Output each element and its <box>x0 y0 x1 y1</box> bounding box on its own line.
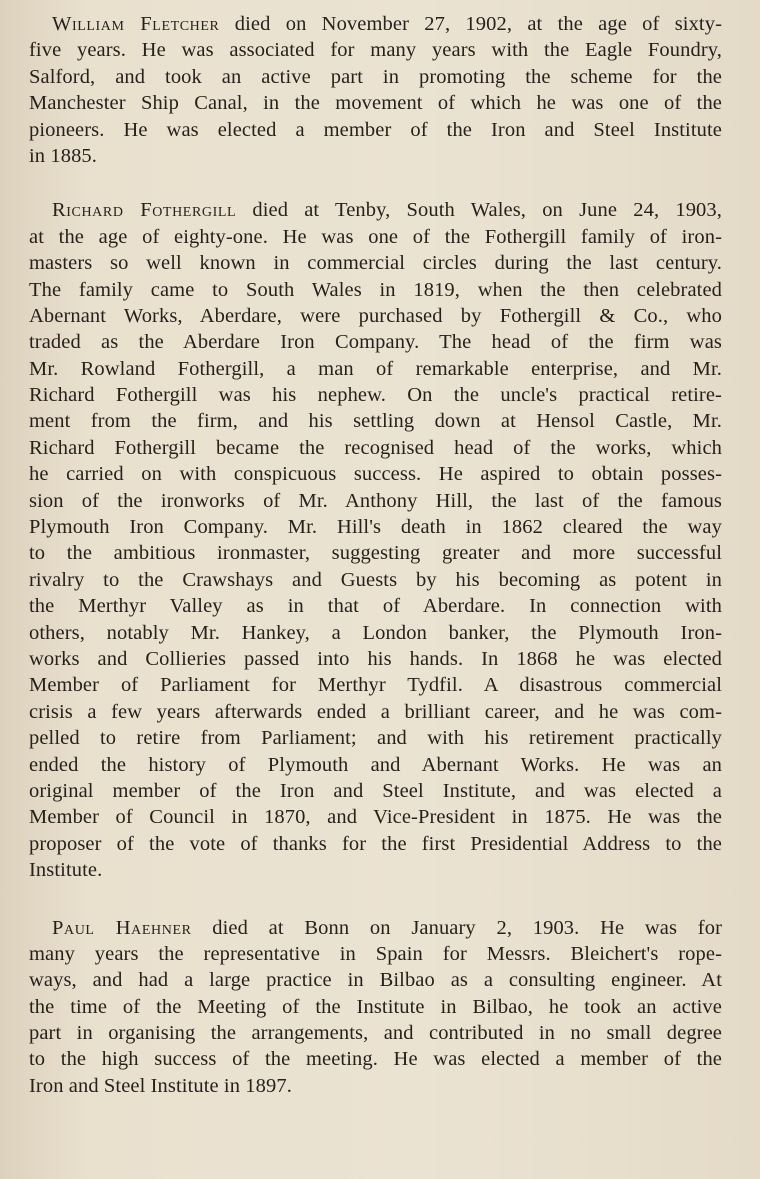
text-line: many years the representative in Spain for Messrs. Bleichert's rope- <box>29 942 722 965</box>
text-line: crisis a few years afterwards ended a brilliant career, and he was com- <box>29 700 722 723</box>
text-line: masters so well known in commercial circles during the last century. <box>29 252 722 275</box>
text-line: he carried on with conspicuous success. He aspired to obtain posses- <box>29 463 722 486</box>
text-line: part in organising the arrangements, and contributed in no small degree <box>29 1022 722 1045</box>
text-line: Richard Fothergill was his nephew. On the uncle's practical retire- <box>29 384 722 407</box>
text-line: the Merthyr Valley as in that of Aberdare. In connection with <box>29 595 722 618</box>
text-line: to the high success of the meeting. He was elected a member of the <box>29 1048 722 1071</box>
text-line: five years. He was associated for many years with the Eagle Foundry, <box>29 39 722 62</box>
text-line: traded as the Aberdare Iron Company. The head of the firm was <box>29 331 722 354</box>
text-line: Member of Council in 1870, and Vice-President in 1875. He was the <box>29 806 722 829</box>
text-line: Salford, and took an active part in promoting the scheme for the <box>29 65 722 88</box>
text-line: works and Collieries passed into his hands. In 1868 he was elected <box>29 647 722 670</box>
person-name: William Fletcher <box>52 13 220 35</box>
text-line: sion of the ironworks of Mr. Anthony Hill, the last of the famous <box>29 489 722 512</box>
text-line: Abernant Works, Aberdare, were purchased by Fothergill & Co., who <box>29 304 722 327</box>
text-line <box>29 11 722 37</box>
text-line: to the ambitious ironmaster, suggesting greater and more successful <box>29 542 722 565</box>
text-line: Plymouth Iron Company. Mr. Hill's death in 1862 cleared the way <box>29 516 722 539</box>
text-fragment: died at Bonn on January 2, 1903. He was for <box>212 916 722 939</box>
text-line: others, notably Mr. Hankey, a London banker, the Plymouth Iron- <box>29 621 722 644</box>
text-line: Mr. Rowland Fothergill, a man of remarkable enterprise, and Mr. <box>29 357 722 380</box>
text-line: ended the history of Plymouth and Abernant Works. He was an <box>29 753 722 776</box>
person-name: Paul Haehner <box>52 916 192 939</box>
obituary-paul-haehner <box>29 915 722 1100</box>
text-line: pioneers. He was elected a member of the Iron and Steel Institute <box>29 118 722 141</box>
paragraph-gap <box>29 884 722 915</box>
text-line: Member of Parliament for Merthyr Tydfil. A disastrous commercial <box>29 674 722 697</box>
text-line: Manchester Ship Canal, in the movement of which he was one of the <box>29 92 722 115</box>
text-line: ways, and had a large practice in Bilbao as a consulting engineer. At <box>29 969 722 992</box>
text-line: proposer of the vote of thanks for the first Presidential Address to the <box>29 832 722 855</box>
text-line: pelled to retire from Parliament; and with his retirement practically <box>29 727 722 750</box>
text-line: ment from the firm, and his settling down at Hensol Castle, Mr. <box>29 410 722 433</box>
text-line: at the age of eighty-one. He was one of the Fothergill family of iron- <box>29 225 722 248</box>
text-line: rivalry to the Crawshays and Guests by his becoming as potent in <box>29 568 722 591</box>
text-line <box>29 197 722 223</box>
text-line: Institute. <box>29 859 103 882</box>
obituary-william-fletcher <box>29 11 722 169</box>
text-line: original member of the Iron and Steel Institute, and was elected a <box>29 779 722 802</box>
text-line: The family came to South Wales in 1819, when the then celebrated <box>29 278 722 301</box>
paragraph-gap <box>29 169 722 197</box>
text-line: in 1885. <box>29 144 97 167</box>
text-fragment: died on November 27, 1902, at the age of sixty- <box>234 13 722 35</box>
text-line: Iron and Steel Institute in 1897. <box>29 1074 292 1097</box>
person-name: Richard Fothergill <box>52 199 237 222</box>
text-line <box>29 915 722 941</box>
text-line: Richard Fothergill became the recognised head of the works, which <box>29 436 722 459</box>
obituary-richard-fothergill <box>29 197 722 883</box>
text-fragment: died at Tenby, South Wales, on June 24, 1903, <box>252 199 722 222</box>
text-line: the time of the Meeting of the Institute in Bilbao, he took an active <box>29 995 722 1018</box>
